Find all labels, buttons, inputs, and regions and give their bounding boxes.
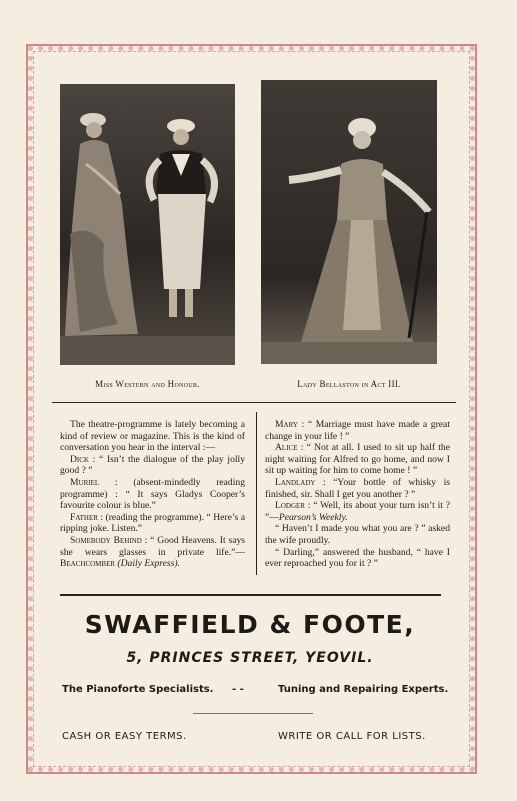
paragraph: “ Haven’t I made you what you are ? ” asked the wife proudly. — [265, 523, 450, 546]
paragraph: Dick : “ Isn’t the dialogue of the play jolly good ? ” — [60, 453, 245, 477]
caption-right: Lady Bellaston in Act III. — [297, 379, 401, 389]
photo-lady-bellaston — [261, 80, 437, 364]
advert-terms: CASH OR EASY TERMS. — [62, 731, 187, 742]
top-divider — [52, 402, 456, 403]
advert-dash: - - — [232, 684, 244, 695]
paragraph: Landlady : “Your bottle of whisky is finished, sir. Shall I get you another ? ” — [265, 476, 450, 500]
photo-miss-western-and-honour — [60, 84, 235, 365]
column-right — [265, 419, 450, 570]
advert-company-name: SWAFFIELD & FOOTE, — [84, 610, 416, 639]
advert-top-rule — [60, 594, 441, 596]
paragraph: “ Darling,” answered the husband, “ have I ever reproached you for it ? ” — [265, 546, 450, 570]
paragraph: Mary : “ Marriage must have made a great change in your life ! ” — [265, 419, 450, 442]
column-divider — [256, 412, 257, 575]
column-left — [60, 419, 245, 570]
paragraph: Alice : “ Not at all. I used to sit up half the night waiting for Alfred to go home, and now I sit up waiting for him to come home ! ” — [265, 442, 450, 477]
advert-short-rule — [193, 713, 313, 714]
paragraph: Lodger : “ Well, its about your turn isn’t it ? ”—Pearson’s Weekly. — [265, 500, 450, 523]
paragraph: Somebody Behind : “ Good Heavens. It says she wears glasses in private life.”—Beachcomber (Daily Express). — [60, 534, 246, 570]
advert-left-tagline: The Pianoforte Specialists. — [62, 684, 214, 695]
paragraph: Muriel : (absent-mindedly reading programme) : “ It says Gladys Cooper’s favourite colour is blue.” — [60, 476, 245, 512]
paragraph: Father : (reading the programme). “ Here’s a ripping joke. Listen.” — [60, 511, 245, 535]
advert-address: 5, PRINCES STREET, YEOVIL. — [126, 650, 374, 666]
paragraph: The theatre-programme is lately becoming a kind of review or magazine. This is the kind of conversation you hear in the interval :— — [60, 419, 245, 454]
caption-left: Miss Western and Honour. — [95, 379, 200, 389]
advert-contact: WRITE OR CALL FOR LISTS. — [278, 731, 426, 742]
advert-right-tagline: Tuning and Repairing Experts. — [278, 684, 449, 695]
